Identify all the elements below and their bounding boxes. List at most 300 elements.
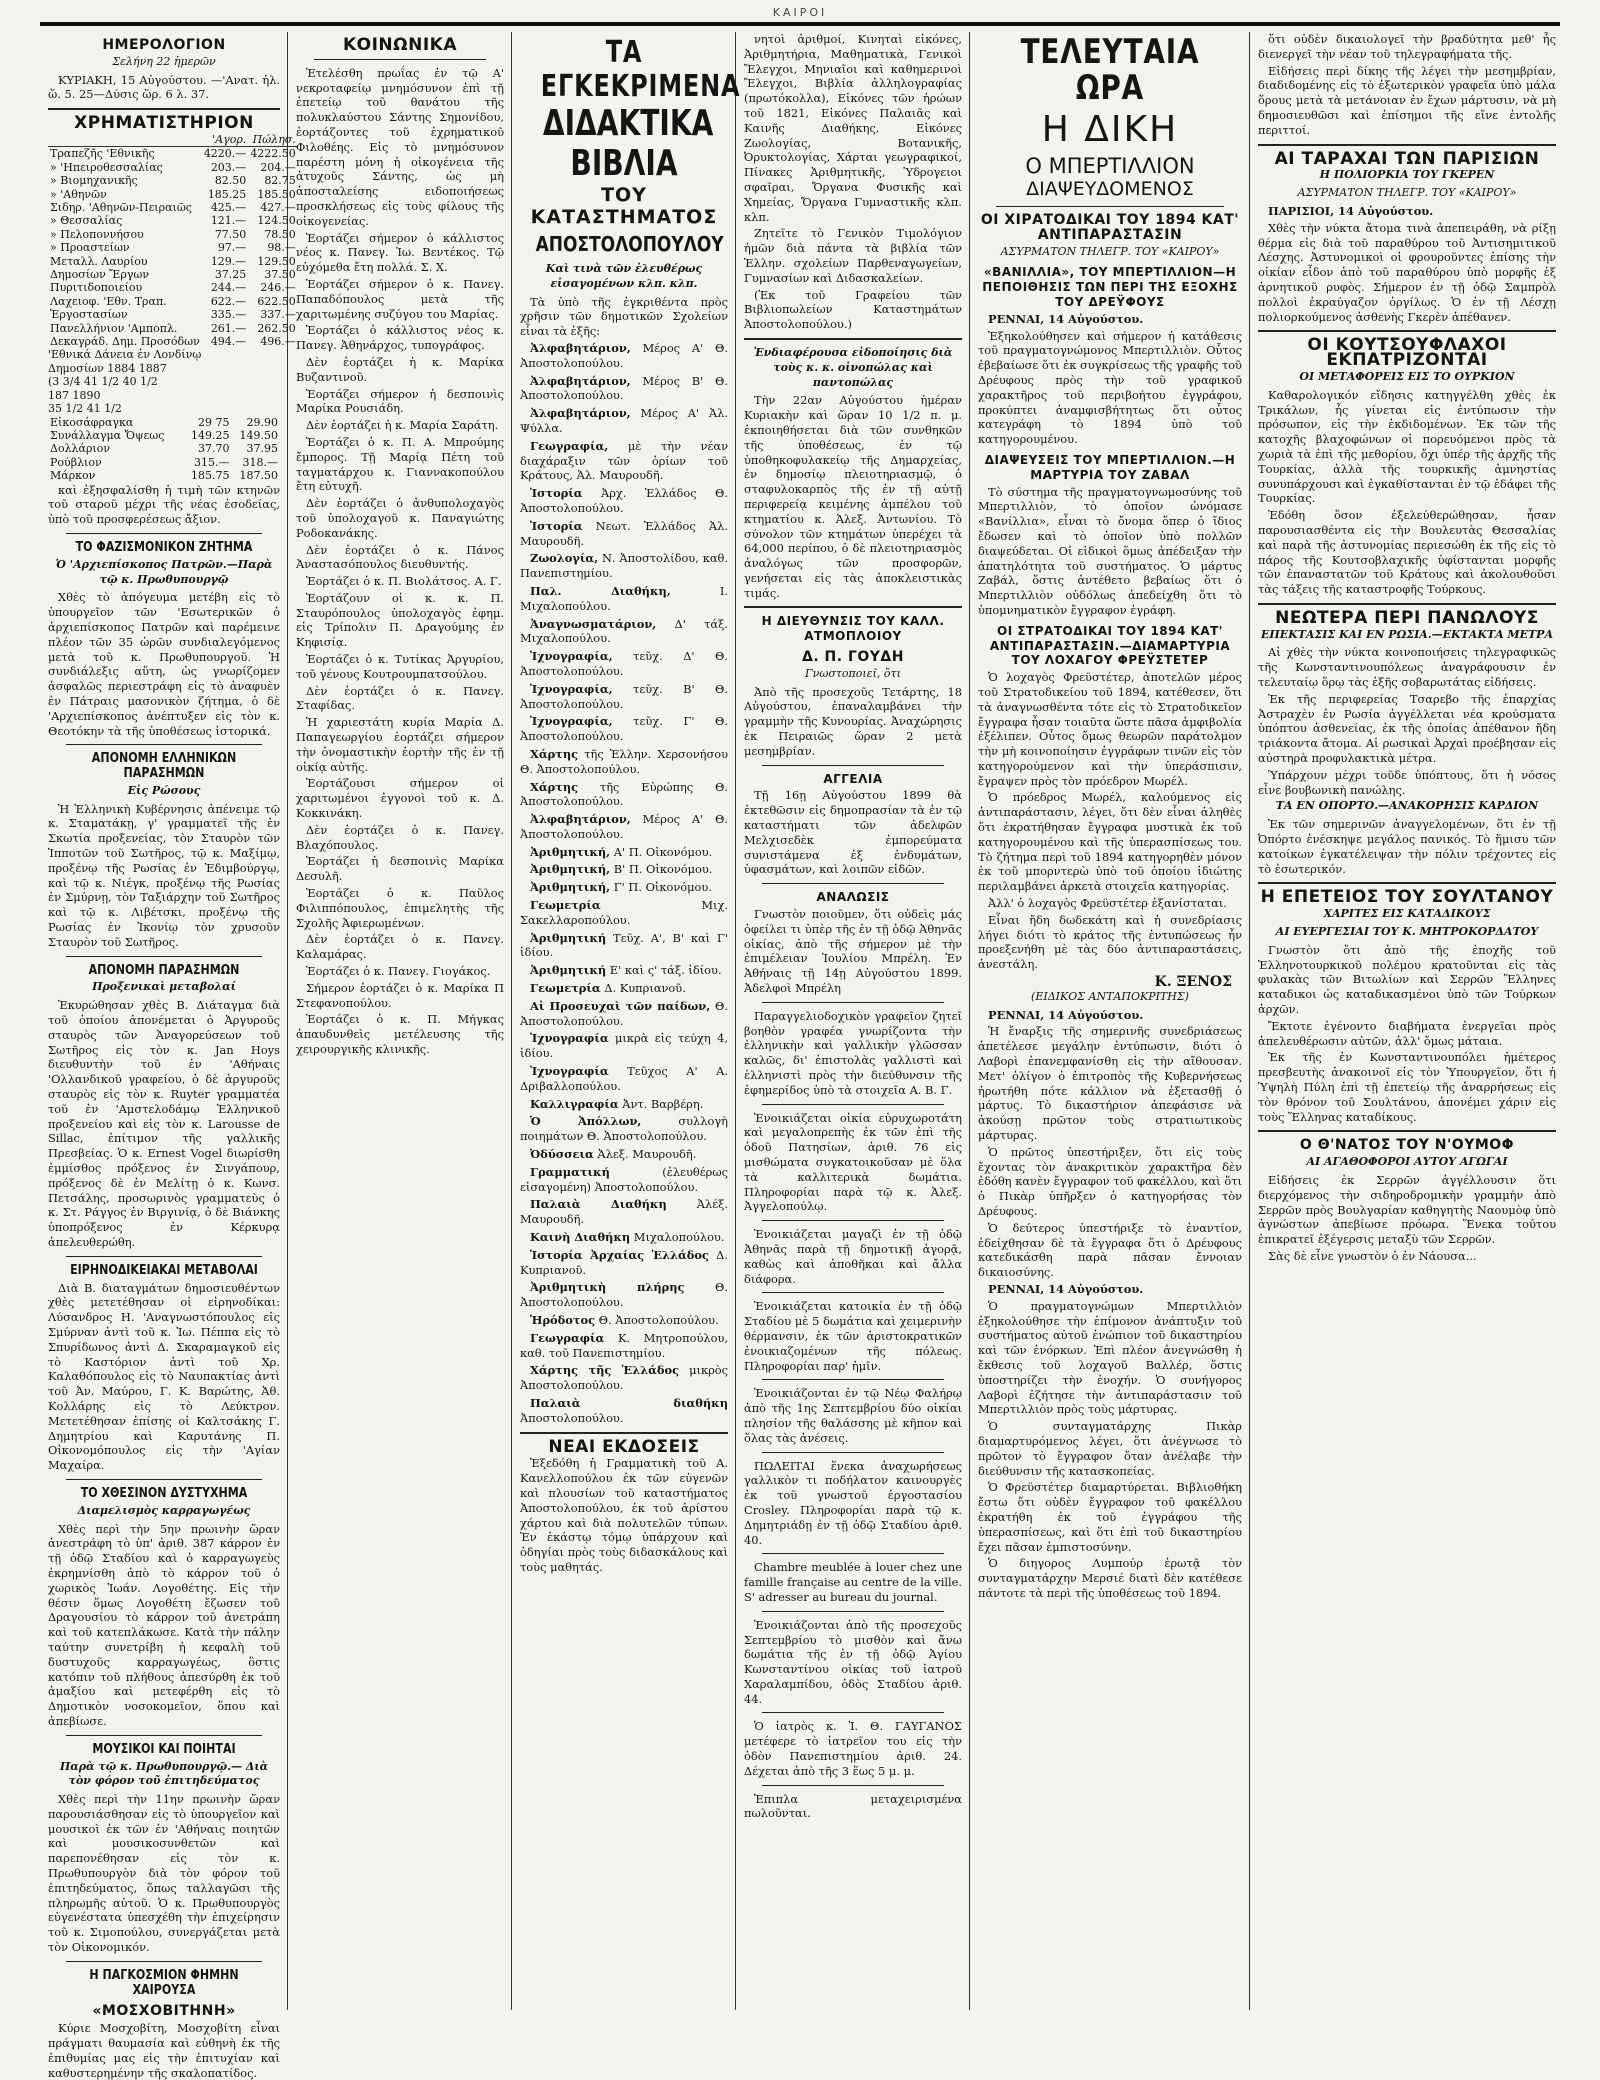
exchange-buy: 29 75 <box>198 415 230 429</box>
article-body: Ὁ διηγορος Λυμπούρ ἐρωτᾷ τὸν συνταγματάρχην Μερσιέ διατὶ δὲν κατέθεσε πάντοτε τὰ περὶ τῆς ὑποθέσεως τοῦ 1894. <box>978 1556 1242 1600</box>
exchange-row <box>48 147 298 161</box>
exchange-sell: 204.— <box>260 160 296 174</box>
exchange-buy: 129.— <box>210 254 247 268</box>
article-body: Ὁ συνταγματάρχης Πικὰρ διαμαρτυρόμενος λέγει, ὅτι ἀνέγνωσε τὸ πρῶτον τὸ ἔγγραφον ὅταν ἀνέλαβε τὴν διεύθυνσιν τῆς κατασκοπείας. <box>978 1419 1242 1478</box>
book-title: Παλαιὰ Διαθήκη <box>530 1197 667 1212</box>
book-title: Ἀλφαβητάριον, <box>530 812 631 827</box>
book-detail: Ε' καὶ ς' τάξ. ἰδίου. <box>609 963 722 978</box>
book-detail: (ἐλευθέρως εἰσαγομένη) Ἀποστολοπούλου. <box>520 1164 728 1194</box>
classified-ad: Ἐνοικιάζονται ἀπὸ τῆς προσεχοῦς Σεπτεμβρίου τὸ μισθὸν καὶ ἄνω δωμάτια τῆς ἐν τῇ ὁδῷ Ἀγίου Κωνσταντίνου οἰκίας τοῦ ἰατροῦ Χαραλαμπίδου, ὁδὸς Σταδίου ἀριθ. 44. <box>744 1617 962 1706</box>
exchange-name: » Θεσσαλίας <box>50 214 123 228</box>
book-item <box>520 519 728 549</box>
exchange-name: Πυριτιδοποιείου <box>50 281 143 295</box>
article-title: Η ΕΠΕΤΕΙΟΣ ΤΟΥ ΣΟΥΛΤΑΝΟΥ <box>1260 887 1554 908</box>
book-detail: Θ. Ἀποστολοπούλου. <box>520 1280 728 1310</box>
book-item <box>520 931 728 961</box>
book-detail: Μιχαλοπούλου. <box>633 1230 725 1245</box>
book-item <box>520 439 728 483</box>
book-item <box>520 780 728 810</box>
social-item: Ἑορτάζει σήμερον ὁ κάλλιστος νέος κ. Πανεγ. Ἰω. Βεντέκος. Τῷ εὐχόμεθα ἔτη πολλά. Σ. Χ. <box>296 230 504 275</box>
article-body: ὅτι οὐδὲν δικαιολογεῖ τὴν βραδύτητα μεθ' ἧς διενεργεῖ τὴν νέαν τοῦ τηλεγραφήματα τῆς. <box>1258 32 1556 61</box>
book-detail: Θ. Ἀποστολοπούλου. <box>598 1313 719 1327</box>
column-6 <box>1252 32 1562 2012</box>
book-title: Ἀλφαβητάριον, <box>530 373 631 388</box>
divider <box>1258 144 1556 146</box>
exchange-loan-line: (3 3/4 41 1/2 40 1/2 <box>48 375 158 389</box>
exchange-row <box>48 442 280 455</box>
exchange-name: » Βιομηχανικῆς <box>50 174 138 188</box>
article-body: Ἐκ τῆς ἐν Κωνσταντινουπόλει ἡμέτερος πρεσβευτὴς ἀνακοινοῖ εἰς τὸν Ὑπουργεῖον, ὅτι ἡ Ὑψηλὴ Πύλη ἐπὶ τῇ ἐπετείῳ τῆς ἀναρρήσεως εἰς τὸν θρόνον τοῦ Σουλτάνου, ἀπονέμει χάριν εἰς τοὺς Ἕλληνας καταδίκους. <box>1258 1050 1556 1124</box>
divider <box>762 1553 944 1554</box>
book-item <box>520 714 728 744</box>
book-title: Ἡρόδοτος <box>530 1313 596 1327</box>
top-rule <box>40 22 1560 26</box>
book-title: Ὀδύσσεια <box>530 1147 594 1162</box>
book-detail: Μέρος Α' Θ. Ἀποστολοπούλου. <box>520 812 729 841</box>
exchange-note: καὶ ἐξησφαλίσθη ἡ τιμὴ τῶν κτηνῶν τοῦ σταροῦ μέχρι τῆς νέας ἐσοδείας, ὑπὸ τοῦ προσφερέσεως ἄξιον. <box>48 482 280 527</box>
article-title: ΕΙΡΗΝΟΔΙΚΕΙΑΚΑΙ ΜΕΤΑΒΟΛΑΙ <box>70 1262 258 1278</box>
book-item <box>520 617 728 647</box>
book-item <box>520 999 728 1029</box>
column-2 <box>290 32 510 2012</box>
exchange-sell: 82.75 <box>264 174 296 188</box>
exchange-row <box>48 456 280 469</box>
book-item <box>520 963 728 978</box>
exchange-name: Μεταλλ. Λαυρίου <box>50 254 148 268</box>
divider <box>762 1611 944 1612</box>
column-rule <box>735 32 736 2010</box>
exchange-name: Συνάλλαγμα Ὄψεως <box>50 428 165 442</box>
divider <box>744 606 962 608</box>
divider <box>66 1479 262 1480</box>
book-detail: Ι. Μιχαλοπούλου. <box>520 583 728 613</box>
book-title: Ὁ Ἀπόλλων, <box>530 1114 642 1129</box>
exchange-name: Δεκαγράδ. Δημ. Προσόδων <box>50 335 200 349</box>
classified-ad: Ἐπιπλα μεταχειρισμένα πωλοῦνται. <box>744 1791 962 1821</box>
exchange-sell: 37.95 <box>246 442 278 456</box>
book-item <box>520 1331 728 1361</box>
social-item: Δὲν ἑορτάζει ὁ κ. Πάνος Ἀναστασόπουλος διευθυντής. <box>296 542 504 572</box>
ad-intro: Τὰ ὑπὸ τῆς ἐγκριθέντα πρὸς χρῆσιν τῶν δημοτικῶν Σχολείων εἶναι τὰ ἑξῆς: <box>520 294 728 339</box>
article-body: Χθὲς τὴν νύκτα ἄτομα τινὰ ἀπεπειράθη, νὰ ρίξῃ θέρμα εἰς διὰ τοῦ παραθύρου τοῦ Ἀντισημιτικοῦ Λέσχης. Ἀστυνομικοὶ οἱ φρουροῦντες ἐπίσης τὴν οἰκίαν εἶδον ἀπὸ τοῦ παραθύρου ὑπὸ μορφῆς ἐξ ἀρνητικοῦ ρυφὸς. Σήμερον ἐν τῇ ὁδῷ Σαμπρὸλ πολλοὶ ἐκραύγαζον ὀργίλως. Ὁ ἐν τῇ Λέσχῃ πολιορκούμενος ἀσθενὴς Γκερὲν ἀπέθανεν. <box>1258 220 1556 324</box>
article-subtitle: Η ΠΟΛΙΟΡΚΙΑ ΤΟΥ ΓΚΕΡΕΝ <box>1319 168 1495 182</box>
section-headline: ΤΕΛΕΥΤΑΙΑ ΩΡΑ <box>1020 32 1200 108</box>
article-body: Ὁ πρῶτος ὑπεστήριξεν, ὅτι εἰς τοὺς ἔχοντας τὸν ἀνακριτικὸν χαρακτῆρα δὲν ἐδόθη κανὲν ἔγγραφον τοῦ φακέλλου, καὶ ὅτι ὁ Πικὰρ ὑπῆρξεν ὁ κατηγορήσας τὸν Δρέυφους. <box>978 1144 1242 1218</box>
column-rule <box>1249 32 1250 2010</box>
dateline: ΡΕΝΝΑΙ, 14 Αὐγούστου. <box>988 1281 1144 1296</box>
divider <box>762 1104 944 1105</box>
exchange-sell: 37.50 <box>264 268 296 282</box>
classified-ad: Ὁ ἰατρὸς κ. Ἰ. Θ. ΓΑΥΓΑΝΟΣ μετέφερε τὸ ἰατρεῖον του εἰς τὴν ὁδὸν Πανεπιστημίου ἀριθ. 24. Δέχεται ἀπὸ τῆς 3 ἕως 5 μ. μ. <box>744 1719 962 1778</box>
exchange-loan-line: 35 1/2 41 1/2 <box>48 402 122 416</box>
book-detail: μικρὰ εἰς τεύχη 4, ἰδίου. <box>520 1031 728 1061</box>
article-body: Εἰδήσεις περὶ δίκης τῆς λέγει τὴν μεσημβρίαν, διαδιδομένης εἰς τὸ ἐξωτερικὸν γραφεῖα ὑπὸ μάλα ὅρους μετὰ τὰ μετάνοιαν ἐν ἔχων μάρτυσιν, νὰ μὴ δημοσιευθῶσι καὶ ἐπίσημοι τῆς εἴνε ἐντολῆς περιττοί. <box>1258 63 1556 137</box>
article-headline: Ο ΜΠΕΡΤΙΛΛΙΟΝ <box>1025 154 1195 178</box>
article-subtitle: ΕΠΕΚΤΑΣΙΣ ΚΑΙ ΕΝ ΡΩΣΙΑ.—ΕΚΤΑΚΤΑ ΜΕΤΡΑ <box>1261 627 1553 641</box>
exchange-table-currencies <box>48 416 280 483</box>
article-body: Χθὲς τὸ ἀπόγευμα μετέβη εἰς τὸ ὑπουργεῖον τῶν 'Εσωτερικῶν ὁ ἀρχιεπίσκοπος Πατρῶν καὶ παρέμεινε πλέον τῶν 35 ὡρῶν συνδιαλεγόμενος μετὰ τοῦ κ. Πρωθυπουργοῦ. Ἡ συνδιάλεξις αὕτη, ὡς γνωρίζομεν ἀσφαλῶς περιεστράφη εἰς τὸ ἀναφυὲν ἐν Πάτραις μασονικὸν ζήτημα, ὁ δὲ 'Αρχιεπίσκοπος ἀνέπτυξεν εἰς τὸν κ. Θεοτόκην τὰ τῆς ὑποθέσεως ἰστορικά. <box>48 590 280 738</box>
book-detail: συλλογὴ ποιημάτων Θ. Ἀποστολοπούλου. <box>520 1114 728 1144</box>
column-4 <box>738 32 968 2012</box>
book-detail: Ἀποστολοπούλου. <box>520 1410 624 1425</box>
article-headline: Η ΔΙΚΗ <box>1041 109 1179 150</box>
article-title: ΑΠΟΝΟΜΗ ΕΛΛΗΝΙΚΩΝ ΠΑΡΑΣΗΜΩΝ <box>91 751 237 782</box>
divider <box>66 533 262 534</box>
book-item <box>520 1197 728 1227</box>
book-detail: Ἀντ. Βαρβέρη. <box>622 1096 704 1111</box>
exchange-buy: 244.— <box>210 281 247 295</box>
book-detail: Μέρος Α' Θ. Ἀποστολοπούλου. <box>520 340 729 370</box>
exchange-row <box>48 174 298 187</box>
article-subtitle: Εἰς Ρώσους <box>127 783 201 797</box>
exchange-sell: 496.— <box>260 335 296 349</box>
column-1 <box>42 32 296 2080</box>
exchange-name: Ρούβλιον <box>50 455 102 469</box>
book-detail: Τεῦχ. Α', Β' καὶ Γ' ἰδίου. <box>520 930 728 960</box>
exchange-buy: 82.50 <box>214 174 247 188</box>
exchange-buy: 185.75 <box>191 469 230 483</box>
book-item <box>520 1230 728 1245</box>
article-body: Ἀλλ' ὁ λοχαγὸς Φρεϋστέτερ ἐξανίσταται. <box>988 896 1227 911</box>
book-item <box>520 1165 728 1195</box>
article-body: Τὸ σύστημα τῆς πραγματογνωμοσύνης τοῦ Μπερτιλλιὸν, τὸ ὁποῖον ὠνόμασε «Βανίλλια», εἶναι τὸ ὄνομα ὅπερ ὁ ἴδιος ἔδωσεν καὶ τὸ ὁποῖον ὑπὸ πολλῶν διαψεύδεται. Οἱ εἰδικοὶ ὅμως ἀπέδειξαν τὴν ἀπατηλότητα τοῦ συστήματος. Ὁ μάρτυς Ζαβάλ, ὅστις ἀντέθετο βεβαίως ὅτι ὁ Μπερτιλλιὸν οὐδόλως ἀπεδείχθη ὅτι τὸ ὑπομνηματικὸν ἔγγραφον ἐγράφη. <box>978 484 1242 617</box>
divider <box>520 1432 728 1434</box>
article-body: Αἱ χθὲς τὴν νύκτα κοινοποιήσεις τηλεγραφικῶς τῆς Κωνσταντινουπόλεως ἀναγράφουσιν ἐν τελευταίῳ ὅρῳ τὰς ἐξῆς σοβαρωτάτας εἰδήσεις. <box>1258 645 1556 690</box>
classified-ad: Ἐνοικιάζεται μαγαζὶ ἐν τῇ ὁδῷ Ἀθηνᾶς παρὰ τῇ δημοτικῇ ἀγορᾷ, καθὼς καὶ ἀποθῆκαι καὶ ἄλλα διάφορα. <box>744 1227 962 1286</box>
book-item <box>520 812 728 842</box>
article-body: Ἐκυρώθησαν χθὲς Β. Διάταγμα διὰ τοῦ ὁποίου ἀπονέμεται ὁ Ἀργυροῦς σταυρὸς τῶν Ἀναγορεύσεων τοῦ Σωτῆρος εἰς τὸν κ. Jan Hoys διευθυντὴν τοῦ ἐν 'Αθήναις 'Ολλανδικοῦ γραφείου, ὁ δὲ ἀργυροῦς σταυρὸς εἰς τὸν κ. Ruyter γραμματέα τοῦ ἐν 'Αμστελοδάμῳ Ἑλληνικοῦ προξενείου καὶ εἰς τὸν κ. Larousse de Sillac, ἐπίτιμον τῆς γαλλικῆς Πρεσβείας. Ὁ κ. Ernest Vogel διωρίσθη ἐμμίσθος πρόξενος ἐν Σινγάπουρ, πρόξενος δὲ ἐν Μελίτῃ ὁ κ. Κωνσ. Πετσάλης, προσωρινὸς γραμματεὺς ὁ κ. Στ. Ράγγος ἐν Βιργινίᾳ, ὁ δὲ Βιάνκης ὑποπρόξενος ἐν Κέρκυρᾳ ἀπελευθερώθη. <box>48 998 280 1249</box>
ad-name: Δ. Π. ΓΟΥΔΗ <box>802 649 904 666</box>
book-item <box>520 1114 728 1144</box>
book-detail: Ἀρχ. Ἑλλάδος Θ. Ἀποστολοπούλου. <box>520 486 728 515</box>
article-title: ΤΟ ΧΘΕΣΙΝΟΝ ΔΥΣΤΥΧΗΜΑ <box>80 1485 248 1501</box>
book-title: Ἀλφαβητάριον, <box>530 340 631 355</box>
social-item: Ἑορτάζουσι σήμερον οἱ χαριτωμένοι ἐγγονοὶ τοῦ κ. Δ. Κοκκινάκη. <box>296 776 504 821</box>
book-detail: Β' Π. Οἰκονόμου. <box>613 862 713 877</box>
social-item: Ἑορτάζει σήμερον ὁ κ. Πανεγ. Παπαδόπουλος μετὰ τῆς χαριτωμένης συζύγου του Μαρίας. <box>296 276 504 321</box>
dateline: ΡΕΝΝΑΙ, 14 Αὐγούστου. <box>988 311 1144 326</box>
exchange-loan-line: 187 1890 <box>48 388 101 402</box>
exchange-sell: 185.50 <box>257 187 296 201</box>
social-item: Δὲν ἑορτάζει ἡ κ. Μαρία Σαράτη. <box>306 418 499 433</box>
book-title: Παλαιὰ διαθήκη <box>530 1395 728 1410</box>
calendar-moon: Σελήνη 22 ἡμερῶν <box>112 54 216 68</box>
article-lead: ΑΣΥΡΜΑΤΟΝ ΤΗΛΕΓΡ. ΤΟΥ «ΚΑΙΡΟΥ» <box>1297 186 1517 200</box>
exchange-buy: 97.— <box>217 241 247 255</box>
book-detail: Δ' τάξ. Μιχαλοπούλου. <box>520 616 728 646</box>
divider <box>996 206 1224 207</box>
book-detail: μὲ τὴν νέαν διαχάραξιν τῶν ὁρίων τοῦ Κράτους, Ἀλ. Μαυρουδῆ. <box>520 438 729 483</box>
article-title: ΑΠΟΝΟΜΗ ΠΑΡΑΣΗΜΩΝ <box>88 962 240 978</box>
book-detail: Α' Π. Οἰκονόμου. <box>613 844 713 859</box>
calendar-title: ΗΜΕΡΟΛΟΓΙΟΝ <box>102 37 226 53</box>
ad-headline: ΔΙΔΑΚΤΙΚΑ ΒΙΒΛΙΑ <box>542 103 714 184</box>
book-item <box>520 486 728 516</box>
exchange-row <box>48 268 298 281</box>
book-title: Χάρτης τῆς Ἑλλάδος <box>530 1363 679 1378</box>
article-body: Ὁ πραγματογνώμων Μπερτιλλιὸν ἐξηκολούθησε τὴν ἐπίμονον ἀνάπτυξιν τοῦ συστήματος αὐτοῦ ἐνώπιον τοῦ δικαστηρίου καὶ τῶν ἐνόρκων. Ἐπὶ πλέον ἀνεγνώσθη ἡ ἔκθεσις τοῦ λοχαγοῦ Βαλλέρ, ὅστις ὑποστηρίζει τὴν ἐνοχήν. Ὁ συνήγορος Λαβορὶ ἐζήτησε τὴν ἀντιπαράστασιν τοῦ Μπερτιλλιὸν πρὸς τοὺς μάρτυρας. <box>978 1298 1242 1417</box>
exchange-row <box>48 228 298 241</box>
article-body: Ἡ ἔναρξις τῆς σημερινῆς συνεδριάσεως ἀπετέλεσε μεγάλην ἐντύπωσιν, διότι ὁ Λαβορὶ ἐπανεμφανίσθη εἰς τὴν αἴθουσαν. Μετ' ὀλίγον ὁ ἐπιτροπὸς τῆς Κυβερνήσεως ἠρωτήθη πότε κάλλιον νὰ ἐξετασθῇ ὁ μάρτυς. Τὸ δικαστήριον ἀπεφάσισε νὰ ἀκούσῃ πρῶτον τοὺς στρατιωτικοὺς μάρτυρας. <box>978 1024 1242 1143</box>
article-body: Διὰ Β. διαταγμάτων δημοσιευθέντων χθὲς μετετέθησαν οἱ εἰρηνοδίκαι: Λύσανδρος Η. 'Αναγνωστόπουλος εἰς Σμύρναν ἀντὶ τοῦ κ. Ἰω. Πέππα εἰς τὸ Σπυρίδωνος ἀντὶ Δ. Σκαραμαγκοῦ εἰς τὸ Καστόριον ἀντὶ τοῦ Χρ. Καλαθόπουλος εἰς τὸ Ναυπακτίας ἀντὶ τοῦ Ἀν. Μαύρου, Γ. Κ. Βαρώτης, Ἀθ. Κολλάρης εἰς τὸ Λεύκτρον. Μετετέθησαν ἐπίσης οἱ Καλτσάκης Γ. Δημητρίου καὶ Καρυτάνης Π. Οἰκονομόπουλος εἰς τὴν 'Αγίαν Μαχαίρα. <box>48 1280 280 1473</box>
book-detail: Τεῦχος Α' Α. Δριβαλλοπούλου. <box>520 1064 728 1093</box>
classified-ad: ΠΩΛΕΙΤΑΙ ἕνεκα ἀναχωρήσεως γαλλικὸν τι ποδήλατον καινουργὲς ἐκ τοῦ γνωστοῦ ἐργοστασίου Crosley. Πληροφορίαι παρὰ τῷ κ. Δημητριάδῃ ἐν τῇ ὁδῷ Σταδίου ἀριθ. 40. <box>744 1458 962 1547</box>
social-item: Δὲν ἑορτάζει ὁ κ. Πανεγ. Σταφίδας. <box>296 683 504 713</box>
article-title: ΤΟ ΦΑΖΙΣΜΟΝΙΚΟΝ ΖΗΤΗΜΑ <box>75 539 253 555</box>
article-body: Σὰς δὲ εἶνε γνωστὸν ὁ ἐν Νάουσα... <box>1268 1248 1477 1263</box>
exchange-buy: 261.— <box>210 321 247 335</box>
article-body: Χθὲς περὶ τὴν 5ην πρωινὴν ὥραν ἀνεστράφη τὸ ὑπ' ἀριθ. 387 κάρρον ἐν τῇ ὁδῷ Σταδίου καὶ ὁ καρραγωγεὺς ἐκρημνίσθη ἀπὸ τὸ κάρρον τοῦ ὁ χωρικὸς Ἰωάν. Λογοθέτης. Εἰς τὴν θέσιν ὅμως Λογοθέτη ἔζωσεν τοῦ Δραγουσίου τὸ κάρρον τοῦ ἀνετράπη καὶ τοῦ κατεπλάκωσε. Κατὰ τὴν πάλην ταύτην συνετρίβη ἡ κεφαλὴ τοῦ δυστυχοῦς καρραγωγέως, ὃστις κατόπιν τοῦ πλήθους ἀπεσύρθη ἐκ τοῦ ἁμαξίου καὶ μετεφέρθη εἰς τὸ Δημοτικὸν νοσοκομεῖον, ὅπου καὶ ἀπεβίωσε. <box>48 1521 280 1728</box>
book-detail: τεῦχ. Β' Θ. Ἀποστολοπούλου. <box>520 681 728 711</box>
book-item <box>520 341 728 371</box>
ad-body: Ζητεῖτε τὸ Γενικὸν Τιμολόγιον ἡμῶν διὰ πάντα τὰ βιβλία τῶν Ἑλλην. σχολείων Παρθεναγωγείων, Γυμνασίων καὶ Διδασκαλείων. <box>744 226 962 285</box>
social-item: Ἑορτάζει ὁ κάλλιστος νέος κ. Πανεγ. Ἀθηνάρχος, τυπογράφος. <box>296 323 504 353</box>
book-item <box>520 981 728 996</box>
article-title: ΟΙ ΧΙΡΑΤΟΔΙΚΑΙ ΤΟΥ 1894 ΚΑΤ' ΑΝΤΙΠΑΡΑΣΤΑΣΙΝ <box>980 212 1240 243</box>
exchange-col-buy: 'Αγορ. <box>202 133 249 147</box>
exchange-table <box>48 133 298 349</box>
social-item: Ἑορτάζει ὁ κ. Παῦλος Φιλιππόπουλος, ἐπιμελητὴς τῆς Σχολῆς Ἀφιερωμένων. <box>296 886 504 930</box>
book-item <box>520 898 728 928</box>
exchange-loans <box>48 348 280 415</box>
book-title: Γεωγραφία <box>530 1330 605 1345</box>
book-detail: Κ. Μητροπούλου, καθ. τοῦ Πανεπιστημίου. <box>520 1330 728 1360</box>
classified-ad: Ἐνοικιάζονται ἐν τῷ Νέῳ Φαλήρῳ ἀπὸ τῆς 1ης Σεπτεμβρίου δύο οἰκίαι πλησίον τῆς θαλάσσης μὲ κῆπον καὶ ὅλας τὰς ἀνέσεις. <box>744 1386 962 1445</box>
exchange-name: Ἐργοστασίων <box>50 308 128 322</box>
social-item: Ἡ χαριεστάτη κυρία Μαρία Δ. Παπαγεωργίου ἑορτάζει σήμερον τὴν ὀνομαστικὴν ἑορτὴν τῆς ἐν τῇ οἰκίᾳ αὐτῆς. <box>296 715 504 774</box>
book-detail: μικρὸς Ἀποστολοπούλου. <box>520 1363 728 1393</box>
article-body: Ὁ Φρεϋστέτερ διαμαρτύρεται. Βιβλιοθήκη ἔστω ὅτι οὐδὲν ἔγγραφον τοῦ φακέλλου ἐκρατήθη ἐκ τοῦ ἐγγράφου τῆς ὑπερασπίσεως, καὶ ὅτι ἐπὶ τοῦ δικαστηρίου ἔχει πᾶσαν ἐμπιστοσύνην. <box>978 1480 1242 1554</box>
exchange-name: » 'Ηπειροθεσσαλίας <box>50 160 163 174</box>
book-title: Γεωγραφία, <box>530 438 609 453</box>
exchange-loan-line: 'Εθνικά Δάνεια ἐν Λονδίνῳ <box>48 348 202 362</box>
ad-body: Τὴν 22αν Αὐγούστου ἡμέραν Κυριακὴν καὶ ὥραν 10 1/2 π. μ. ἐκποιηθήσεται διὰ τῶν συνθηκῶν τῆς ὑποθέσεως, ἐν τῷ ὑποθηκοφυλακείῳ τῆς Δημαρχείας, ἐν δημοσίῳ πλειοτηριασμῷ, ὁ σταφυλοκαρπὸς τῆς ἐν τῇ αὐτῇ περιφερείᾳ κειμένης ἀμπέλου τοῦ κτηματίου κ. Ἀλεξ. Ἀντωνίου. Τὸ σύνολον τῶν κτημάτων ὑπερέχει τὰ 64,000 περίπου, ὁ δὲ πλειοτηριασμὸς ἀναλόγως τῶν προσφορῶν, γενήσεται εἰς τὰς ἀποκλειστικὰς τιμάς. <box>744 393 962 600</box>
book-detail: Θ. Ἀποστολοπούλου. <box>520 998 728 1028</box>
article-body: Γνωστὸν ὅτι ἀπὸ τῆς ἐποχῆς τοῦ Ἑλληνοτουρκικοῦ πολέμου κρατοῦνται εἰς τὰς φυλακὰς τῶν Βιτωλίων καὶ Σερρῶν Ἕλληνες καταδικοι ὡς καταδικασμένοι ὑπὸ τῶν Τούρκων ἀρχῶν. <box>1258 942 1556 1017</box>
ad-title: Η ΔΙΕΥΘΥΝΣΙΣ ΤΟΥ ΚΑΛΛ. ΑΤΜΟΠΛΟΙΟΥ <box>761 614 945 644</box>
exchange-buy: 315.— <box>194 455 230 469</box>
article-body: Ἐξηκολούθησεν καὶ σήμερον ἡ κατάθεσις τοῦ πραγματογνώμονος Μπερτιλλιὸν. Οὗτος ἐβεβαίωσε ὅτι ἐκ συγκρίσεως τῆς γραφῆς τοῦ Δρέυφους πρὸς τὴν τοῦ γραφικοῦ χαρακτῆρος τοῦ περιβοήτου ἐγγράφου, προκύπτει ἀναμφισβήτητως ὅτι οὗτος κατεγράφη τὸ 1894 ὑπὸ τοῦ κατηγορουμένου. <box>978 328 1242 447</box>
divider <box>762 1712 944 1713</box>
book-detail: Μιχ. Σακελλαροπούλου. <box>520 898 728 927</box>
exchange-name: Μάρκον <box>50 469 96 483</box>
article-subtitle: ΔΙΑΨΕΥΣΕΙΣ ΤΟΥ ΜΠΕΡΤΙΛΛΙΟΝ.—Η ΜΑΡΤΥΡΙΑ ΤΟΥ ΖΑΒΑΛ <box>984 452 1236 482</box>
exchange-name: » Προαστείων <box>50 241 130 255</box>
classified-ad: Ἐνοικιάζεται κατοικία ἐν τῇ ὁδῷ Σταδίου μὲ 5 δωμάτια καὶ χειμερινὴν θέρμανσιν, ἐκ τῶν ἀριστοκρατικῶν ἐνοικιαζομένων τῆς πόλεως. Πληροφορίαι παρ' ἡμῖν. <box>744 1299 962 1373</box>
exchange-row <box>48 188 298 201</box>
book-title: Καλλιγραφία <box>530 1096 619 1111</box>
book-title: Γεωμετρία <box>530 898 601 913</box>
article-title: ΑΙ ΤΑΡΑΧΑΙ ΤΩΝ ΠΑΡΙΣΙΩΝ <box>1274 148 1540 169</box>
ad-subtitle: Καὶ τινὰ τῶν ἐλευθέρως εἰσαγομένων κλπ. κλπ. <box>545 262 703 290</box>
divider <box>1258 882 1556 884</box>
article-body: Ὁ λοχαγὸς Φρεϋστέτερ, ἀποτελῶν μέρος τοῦ Στρατοδικείου τοῦ 1894, κατέθεσεν, ὅτι τὰ ἀναγνωσθέντα τότε εἰς τὸ Στρατοδικεῖον ἔγγραφα ἦσαν τοιαῦτα ὥστε πᾶσα ἀμφιβολία ἐξέλιπεν. Οὗτος ὅμως θεωρῶν παράτολμον τὴν μὴ κοινοποίησιν ἐγγράφων τινῶν εἰς τὸν κατηγορούμενον καὶ τὴν ὑπεράσπισιν, ἔγραψεν πρὸς τὸν πρόεδρον Μωρέλ. <box>978 670 1242 788</box>
divider <box>1258 1130 1556 1132</box>
book-title: Παλ. Διαθήκη, <box>530 583 671 598</box>
column-rule <box>969 32 970 2010</box>
exchange-name: » Πελοποννήσου <box>50 227 144 241</box>
ad-body: Γνωστὸν ποιοῦμεν, ὅτι οὐδεὶς μάς ὀφείλει τι ὑπὲρ τῆς ἐν τῇ ὁδῷ Ἀθηνᾶς οἰκίας, ἀπὸ τῆς σήμερον μὲ τὴν ἐπιμέλειαν Ἰουλίου Μπρέλη. Ἐν Ἀθήναις τῇ 14ῃ Αὐγούστου 1899. Ἀδελφοὶ Μπρέλη <box>744 907 962 996</box>
book-title: Ἰχνογραφία, <box>530 714 613 729</box>
book-list <box>520 341 728 1426</box>
ad-title: Ἐνδιαφέρουσα εἰδοποίησις διὰ τοὺς κ. κ. οἰνοπώλας καὶ παντοπώλας <box>753 345 953 389</box>
exchange-name: Εἰκοσάφραγκα <box>50 415 134 429</box>
exchange-row <box>48 335 298 348</box>
book-item <box>520 1313 728 1328</box>
divider <box>762 765 944 766</box>
book-title: Ἰχνογραφία <box>530 1064 609 1079</box>
ad-body: Κύριε Μοσχοβίτη, Μοσχοβίτη εἶναι πράγματι θαυμασία καὶ εὐθηνὴ ἐκ τῆς ἐπιθυμίας μας εἰς τὴν ἐπιτυχίαν καὶ καθυστερημένην τῆς σκαλοπατίδος. <box>48 2021 280 2080</box>
exchange-row <box>48 322 298 335</box>
divider <box>66 1735 262 1736</box>
book-title: Χάρτης <box>530 746 579 761</box>
book-item <box>520 406 728 436</box>
book-item <box>520 1147 728 1162</box>
article-body: Χθὲς περὶ τὴν 11ην πρωινὴν ὥραν παρουσιάσθησαν εἰς τὸ ὑπουργεῖον καὶ μουσικοὶ ἐκ τῶν ἐν 'Αθήναις ποιητῶν καὶ μουσικοσυνθετῶν καὶ παρεπονέθησαν εἰς τὸν κ. Πρωθυπουργὸν διὰ τὸν φόρον τοῦ ἐπιτηδεύματος, ὅπως ταλλαγῶσι τῆς πληρωμῆς αὐτοῦ. Ὁ κ. Πρωθυπουργὸς εὐγενέστατα ὑπεσχέθη τὴν ἐπιχείρησιν τοῦ κ. Σιμοπούλου, συνεργάζεται μετὰ τὸν Οἰκονομικόν. <box>48 1792 280 1955</box>
book-title: Ἰχνογραφία <box>530 1031 609 1046</box>
article-body: Καθαρολογικόν εἴδησις κατηγγέλθη χθὲς ἐκ Τρικάλων, ἧς γίνεται εἰς ἐντύπωσιν τὴν πρόσωπον, εἰς τὴν ἐκδιδομένων. Ἐκ τῶν τῆς κατοχῆς βλαχοφώνων οἱ πορευόμενοι πρὸς τὰ χωριὰ τὰ ἐπὶ τῆς μεθορίου, ὄχι ὑπέρ τῆς ἀρχῆς τῆς Τουρκίας, ἀλλὰ τῆς τουρκικῆς ἀμνηστίας συνυπάρχουσι καὶ ἐγκαθίστανται ἐν τῷ ἐδάφει τῆς Τουρκίας. <box>1258 387 1556 506</box>
ad-body: (Ἐκ τοῦ Γραφείου τῶν Βιβλιοπωλείων Καταστημάτων Ἀποστολοπούλου.) <box>744 287 962 332</box>
social-item: Ἑορτάζει σήμερον ἡ δεσποινὶς Μαρίκα Ρουσιάδη. <box>296 386 504 416</box>
article-body: Ἐδόθη ὅσον ἐξελεύθερώθησαν, ἧσαν παρουσιασθέντα εἰς τὴν Βουλευτὰς Θεσσαλίας καὶ παρὰ τῆς ἀστυνομίας περιεσώθη ἐκ τῆς εἰς τὸ πάρος τῆς Κουτσοβλαχικῆς ὑφίστανται μορφῆς τῶν ἐπαναστατῶν τοῦ Κράτους καὶ ἀκολουθοῦσι τὰς τάξεις τῆς καταστροφῆς Τούρκους. <box>1258 508 1556 597</box>
social-item: Ἑορτάζει ὁ κ. Π. Βιολάτσος. Α. Γ. <box>306 574 502 589</box>
divider <box>66 1961 262 1962</box>
book-detail: Μέρος Β' Θ. Ἀποστολοπούλου. <box>520 373 729 403</box>
column-rule <box>511 32 512 2010</box>
article-subtitle: «ΒΑΝΙΛΛΙΑ», ΤΟΥ ΜΠΕΡΤΙΛΛΙΟΝ—Η ΠΕΠΟΙΘΗΣΙΣ ΤΩΝ ΠΕΡΙ ΤΗΣ ΕΞΟΧΗΣ ΤΟΥ ΔΡΕΫΦΟΥΣ <box>982 265 1238 309</box>
book-detail: Ἀλεξ. Μαυρουδῆ. <box>597 1147 697 1162</box>
book-item <box>520 862 728 877</box>
divider <box>48 108 280 110</box>
exchange-buy: 622.— <box>210 294 247 308</box>
book-detail: Ν. Ἀποστολίδου, καθ. Πανεπιστημίου. <box>520 551 728 581</box>
calendar-day: ΚΥΡΙΑΚΗ, 15 Αὐγούστου. —'Ανατ. ἡλ. ὥ. 5. 25—Δύσις ὥρ. 6 λ. 37. <box>48 72 280 102</box>
ad-subtitle: «ΜΟΣΧΟΒΙΤΗΝΗ» <box>92 2003 236 2020</box>
book-detail: τῆς Ἑλλην. Χερσονήσου Θ. Ἀποστολοπούλου. <box>520 746 728 776</box>
exchange-row <box>48 416 280 429</box>
article-subtitle: Διαμελισμὸς καρραγωγέως <box>77 1503 251 1517</box>
book-item <box>520 374 728 404</box>
book-title: Καινὴ Διαθήκη <box>530 1230 631 1245</box>
book-item <box>520 1064 728 1094</box>
article-body: Ἐκ τῶν σημερινῶν ἀναγγελομένων, ὅτι ἐν τῇ Ὀπόρτο ἐνέσκηψε μεγάλος πανικός. Τὸ ἥμισυ τῶν κατοίκων ἐγκατέλειψαν τὴν πόλιν τρέχοντες εἰς τὸ ἐσωτερικόν. <box>1258 817 1556 876</box>
classified-ads <box>744 1009 962 1821</box>
divider <box>762 883 944 884</box>
divider <box>762 1002 944 1003</box>
divider <box>314 59 486 60</box>
book-title: Αἱ Προσευχαὶ τῶν παίδων, <box>530 998 711 1013</box>
book-title: Ἰχνογραφία, <box>530 649 613 664</box>
exchange-loan-line: Δημοσίων 1884 1887 <box>48 361 167 375</box>
exchange-buy: 203.— <box>210 160 247 174</box>
exchange-sell: 246.— <box>260 281 296 295</box>
divider <box>1258 330 1556 332</box>
book-title: Ἀριθμητική <box>530 930 607 945</box>
article-body: Ἐκ τῆς περιφερείας Τσαρεβο τῆς ἐπαρχίας Ἀστραχὲν ἐν Ρωσία ἀγγέλλεται νέα κρούσματα ὑπόπτου ἀσθενείας, ἐκ τῆς ὁποίας ἀπέθανον ἤδη τριάκοντα ἄτομα. Αἱ ρωσικαὶ Ἀρχαὶ προέβησαν εἰς αὐστηρὰ προφυλακτικὰ μέτρα. <box>1258 691 1556 766</box>
book-detail: Ἀλέξ. Μαυρουδῆ. <box>520 1197 728 1227</box>
book-title: Ἱστορία <box>530 486 583 501</box>
article-subtitle: ΑΙ ΕΥΕΡΓΕΣΙΑΙ ΤΟΥ Κ. ΜΗΤΡΟΚΟΡΔΑΤΟΥ <box>1275 925 1539 939</box>
book-detail: Νεωτ. Ἑλλάδος Ἀλ. Μαυρουδῆ. <box>520 518 728 548</box>
book-item <box>520 649 728 679</box>
book-item <box>520 747 728 777</box>
exchange-sell: 337.— <box>260 308 296 322</box>
classified-ad: Ἐνοικιάζεται οἰκία εὐρυχωροτάτη καὶ μεγαλοπρεπὴς ἐκ τῶν ἐπὶ τῆς ὁδοῦ Πατησίων, ἀριθ. 76 εἰς μισθώματα συγκατοικοῦσαν μὲ ὅλα τὰ καλλιτερικὰ δωμάτια. Πληροφορίαι παρὰ τῷ κ. Ἀλεξ. Ἀγγελοπούλῳ. <box>744 1110 962 1214</box>
exchange-row <box>48 295 298 308</box>
exchange-sell: 78.50 <box>264 227 296 241</box>
exchange-sell: 262.50 <box>257 321 296 335</box>
social-item: Δὲν ἑορτάζει ὁ κ. Πανεγ. Βλαχόπουλος. <box>296 822 504 852</box>
book-detail: Δ. Κυπριανοῦ. <box>520 1247 729 1277</box>
exchange-title: ΧΡΗΜΑΤΙΣΤΗΡΙΟΝ <box>74 113 254 134</box>
ad-body: Ἀπὸ τῆς προσεχοῦς Τετάρτης, 18 Αὐγούστου, ἐπαναλαμβάνει τὴν γραμμὴν τῆς Κυνουρίας. Ἀναχώρησις ἐκ Πειραιῶς ὥραν 2 μετὰ μεσημβρίαν. <box>744 684 962 758</box>
exchange-row <box>48 161 298 174</box>
exchange-sell: 318.— <box>242 455 278 469</box>
article-body: Εἶναι ἤδη δωδεκάτη καὶ ἡ συνεδρίασις λήγει διότι τὸ κράτος τῆς ἐντυπώσεως ἦν προεξενήθη μὲ τὰς δύο ἀντιπαραστάσεις, ἀνεστάλη. <box>978 912 1242 972</box>
exchange-sell: 29.90 <box>246 415 278 429</box>
exchange-row <box>48 214 298 227</box>
ad-body: νητοὶ ἀριθμοί, Κινηταὶ εἰκόνες, Ἀριθμητήρια, Μαθηματικὰ, Γενικοὶ Ἔλεγχοι, Μηνιαῖοι καὶ καθημερινοὶ Ἔλεγχοι, Βιβλία ἀλληλογραφίας (πρωτόκολλα), Εἰκόνες τῶν ἡρώων τοῦ 1821, Εἰκόνες Παλαιᾶς καὶ Καινῆς Διαθήκης, Εἰκόνες Ζωολογίας, Βοτανικῆς, Ὀρυκτολογίας, Χάρται γεωγραφικοί, Πίνακες Ἀριθμητικῆς, Ὑδρογειοι σφαῖραι, Ὄργανα Φυσικῆς καὶ Χημείας, Ὄργανα Γυμναστικῆς κλπ. κλπ. <box>744 32 962 224</box>
book-item <box>520 1396 728 1426</box>
column-3 <box>514 32 741 2012</box>
social-item: Ἑορτάζει ὁ κ. Π. Α. Μπρούμης ἔμπορος. Τῇ Μαρίᾳ Πέτη τοῦ ταγματάρχου κ. Γιαννακοπούλου ἔτη εὐτυχῆ. <box>296 434 504 494</box>
article-title: Ο Θ'ΝΑΤΟΣ ΤΟΥ Ν'ΟΥΜΟΦ <box>1299 1137 1515 1154</box>
exchange-sell: 98.— <box>267 241 296 255</box>
article-body: Ὁ πρόεδρος Μωρέλ, καλούμενος εἰς ἀντιπαράστασιν, λέγει, ὅτι δὲν εἶναι ἀληθὲς ὅτι ἐκρατήθησαν ἔγγραφα μυστικὰ ἐκ τοῦ κατηγορουμένου καὶ τῆς ὑπερασπίσεως του. Τὸ ζήτημα περὶ τοῦ 1894 κατηγορηθὲν μόνον ἐκ τοῦ μπορντερὼ ὑπὸ τοῦ ὁποίου ἰδιώτης περιλαμβάνει ἀρκετὰ στοιχεῖα κατηγορίας. <box>978 790 1242 894</box>
article-body: Ἔκτοτε ἐγένοντο διαβήματα ἐνεργεῖαι πρὸς ἀπελευθέρωσιν αὐτῶν, ἀλλ' ὅμως μάταια. <box>1258 1018 1556 1048</box>
book-title: Ἱστορία <box>530 518 583 533</box>
exchange-col-name <box>48 133 202 147</box>
ad-title: Η ΠΑΓΚΟΣΜΙΟΝ ΦΗΜΗΝ ΧΑΙΡΟΥΣΑ <box>89 1967 239 1998</box>
exchange-buy: 425.— <box>210 201 247 215</box>
exchange-name: » 'Αθηνῶν <box>50 187 107 201</box>
exchange-buy: 37.70 <box>198 442 230 456</box>
article-title: ΝΕΩΤΕΡΑ ΠΕΡΙ ΠΑΝΩΛΟΥΣ <box>1275 607 1539 628</box>
social-item: Δὲν ἑορτάζει ὁ ἀνθυπολοχαγὸς τοῦ ὑπολοχαγοῦ κ. Παναγιώτης Ροδοκανάκης. <box>296 496 504 540</box>
ad-title: ΑΓΓΕΛΙΑ <box>823 771 883 786</box>
ad-subtitle: Γνωστοποιεῖ, ὅτι <box>805 666 901 680</box>
exchange-buy: 185.25 <box>207 187 247 201</box>
book-detail: τεῦχ. Γ' Θ. Ἀποστολοπούλου. <box>520 714 728 744</box>
section-title: ΚΟΙΝΩΝΙΚΑ <box>342 35 457 55</box>
article-headline: ΔΙΑΨΕΥΔΟΜΕΝΟΣ <box>1026 178 1194 200</box>
exchange-buy: 494.— <box>210 335 247 349</box>
exchange-row <box>48 308 298 321</box>
article-subtitle: Παρὰ τῷ κ. Πρωθυπουργῷ.— Διὰ τὸν φόρον τοῦ ἐπιτηδεύματος <box>59 1759 269 1788</box>
ad-headline: ΤΑ ΕΓΚΕΚΡΙΜΕΝΑ <box>540 35 741 104</box>
book-title: Γραμματική <box>530 1164 610 1179</box>
divider <box>762 1292 944 1293</box>
classified-ad: Chambre meublée à louer chez une famille française au centre de la ville. S' adresser au bureau du journal. <box>744 1560 962 1604</box>
book-detail: Μέρος Α' Ἀλ. Ψύλλα. <box>520 406 728 435</box>
exchange-buy: 4220.— <box>203 147 247 161</box>
social-item: Δὲν ἑορτάζει ἡ κ. Μαρίκα Βυζαντινοῦ. <box>296 354 504 384</box>
classified-ad: Παραγγελιοδοχικὸν γραφεῖον ζητεῖ βοηθὸν γραφέα γνωρίζοντα τὴν ἑλληνικὴν καὶ γαλλικὴν γλῶσσαν καλῶς, δι' ἐπιστολὰς γαλλιστὶ καὶ ἑλληνιστὶ πρὸς τὴν διεύθυνσιν τῆς ἐφημερίδος ὑπὸ τὰ στοιχεῖα Α. Β. Γ. <box>744 1008 962 1097</box>
article-subtitle: Προξενικαὶ μεταβολαί <box>92 980 236 994</box>
divider <box>762 1220 944 1221</box>
exchange-name: Λαχειοφ. 'Εθν. Τραπ. <box>50 294 167 308</box>
book-title: Ἱστορία Ἀρχαίας Ἑλλάδος <box>530 1247 709 1262</box>
article-body: Ἡ Ἑλληνικὴ Κυβέρνησις ἀπένειμε τῷ κ. Σταματάκῃ, γ' γραμματεῖ τῆς ἐν Σκωτία προξενείας, τὸν Σταυρὸν τῶν Ἱπποτῶν τοῦ Σωτῆρος, τῷ κ. Μαξίμῳ, προξένῳ τῆς Ρωσίας ἐν Ἐδιμβούργῳ, καὶ τῷ κ. Νιέγκ, προξένῳ τῆς Ρωσίας ἐν Σμύρνῃ, τὸν Ταξιάρχην τοῦ Σωτῆρος καὶ τῷ κ. Λιβέτσκι, προξένῳ τῆς Ρωσίας ἐν Ἰκονίῳ τὸν χρυσοῦν Σταυρὸν τοῦ Σωτῆρος. <box>48 801 280 949</box>
exchange-row <box>48 281 298 294</box>
social-item: Ἑορτάζει ὁ κ. Τυτίκας Ἀργυρίου, τοῦ γένους Κουτρουμπατσούλου. <box>296 652 504 681</box>
exchange-col-sell: Πώλησ. <box>248 133 298 147</box>
book-title: Ἀναγνωσματάριον, <box>530 616 657 631</box>
ad-title: ΝΕΑΙ ΕΚΔΟΣΕΙΣ <box>548 1436 700 1457</box>
exchange-sell: 187.50 <box>239 469 278 483</box>
exchange-name: Σιδηρ. 'Αθηνῶν-Πειραιῶς <box>50 201 192 215</box>
exchange-name: Δολλάριον <box>50 442 111 456</box>
